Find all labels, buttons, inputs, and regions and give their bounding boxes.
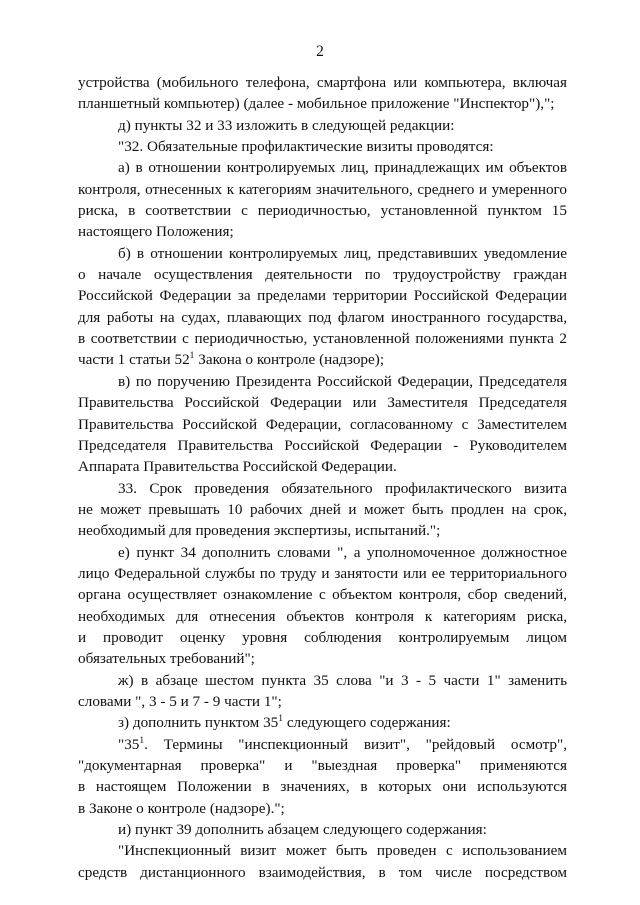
line-text: и) пункт 39 дополнить абзацем следующего содержания:	[118, 821, 487, 839]
line-text: Российской Федерации за пределами территории Российской Федерации	[78, 287, 567, 305]
text-line	[78, 691, 567, 712]
line-text: "32. Обязательные профилактические визиты проводятся:	[118, 138, 494, 156]
line-text: в Законе о контроле (надзоре).";	[78, 799, 285, 817]
line-text: ж) в абзаце шестом пункта 35 слова "и 3 - 5 части 1" заменить	[118, 671, 567, 689]
text-line	[78, 179, 567, 200]
line-text: Аппарата Правительства Российской Федерации.	[78, 458, 397, 476]
text-line	[78, 435, 567, 456]
text-line	[78, 542, 567, 563]
text-line	[78, 819, 567, 840]
line-text: необходимый для проведения экспертизы, испытаний.";	[78, 522, 441, 540]
page-number: 2	[316, 43, 324, 60]
line-text: в соответствии с периодичностью, установленной положениями пункта 2	[78, 330, 567, 348]
line-text: д) пункты 32 и 33 изложить в следующей редакции:	[118, 116, 455, 134]
text-line	[78, 648, 567, 669]
line-text: средств дистанционного взаимодействия, в том числе посредством	[78, 863, 567, 881]
text-line	[78, 414, 567, 435]
text-line	[78, 862, 567, 883]
line-text: и проводит оценку уровня соблюдения контролируемым лицом	[78, 628, 567, 646]
superscript: 1	[189, 351, 195, 362]
document-body	[78, 72, 567, 883]
line-text: о начале осуществления деятельности по трудоустройству граждан	[78, 266, 567, 284]
line-text: части 1 статьи 52	[78, 351, 190, 369]
line-text: риска, в соответствии с периодичностью, установленной пунктом 15	[78, 202, 567, 220]
text-line	[78, 93, 567, 114]
text-line	[78, 136, 567, 157]
line-text: контроля, отнесенных к категориям значительного, среднего и умеренного	[78, 180, 567, 198]
text-line	[78, 755, 567, 776]
line-text: а) в отношении контролируемых лиц, принадлежащих им объектов	[118, 159, 567, 177]
line-text: обязательных требований";	[78, 650, 255, 668]
text-line	[78, 670, 567, 691]
line-text: "Инспекционный визит может быть проведен с использованием	[118, 842, 567, 860]
text-line	[78, 520, 567, 541]
line-text: 33. Срок проведения обязательного профилактического визита	[118, 479, 567, 497]
text-line	[78, 285, 567, 306]
text-line	[78, 478, 567, 499]
text-line	[78, 349, 567, 370]
text-line	[78, 840, 567, 861]
text-line	[78, 798, 567, 819]
text-line	[78, 72, 567, 93]
line-text: в) по поручению Президента Российской Федерации, Председателя	[118, 372, 567, 390]
text-line	[78, 392, 567, 413]
text-line	[78, 221, 567, 242]
text-line	[78, 456, 567, 477]
text-line	[78, 200, 567, 221]
line-text: Правительства Российской Федерации или Заместителя Председателя	[78, 394, 567, 412]
line-text: б) в отношении контролируемых лиц, представивших уведомление	[118, 244, 567, 262]
text-line	[78, 328, 567, 349]
line-text: не может превышать 10 рабочих дней и может быть продлен на срок,	[78, 500, 567, 518]
line-text: "35	[118, 735, 140, 753]
line-text: Председателя Правительства Российской Федерации - Руководителем	[78, 436, 567, 454]
line-text: лицо Федеральной службы по труду и занятости или ее территориального	[78, 564, 567, 582]
text-line	[78, 584, 567, 605]
line-text: для работы на судах, плавающих под флагом иностранного государства,	[78, 308, 567, 326]
text-line	[78, 712, 567, 733]
line-text-continued: Закона о контроле (надзоре);	[194, 351, 385, 369]
text-line	[78, 157, 567, 178]
line-text: словами ", 3 - 5 и 7 - 9 части 1";	[78, 692, 282, 710]
text-line	[78, 243, 567, 264]
line-text: органа осуществляет ознакомление с объектом контроля, сбор сведений,	[78, 586, 567, 604]
text-line	[78, 627, 567, 648]
line-text: в настоящем Положении в значениях, в которых они используются	[78, 778, 567, 796]
line-text: необходимых для отнесения объектов контроля к категориям риска,	[78, 607, 567, 625]
line-text: з) дополнить пунктом 35	[118, 714, 279, 732]
line-text-continued: следующего содержания:	[283, 714, 451, 732]
line-text: е) пункт 34 дополнить словами ", а уполномоченное должностное	[118, 543, 567, 561]
line-text: "документарная проверка" и "выездная проверка" применяются	[78, 757, 567, 774]
line-text: планшетный компьютер) (далее - мобильное приложение "Инспектор"),";	[78, 95, 555, 113]
text-line	[78, 115, 567, 136]
text-line	[78, 264, 567, 285]
superscript: 1	[278, 714, 284, 725]
line-text-continued: . Термины "инспекционный визит", "рейдовый осмотр",	[144, 735, 567, 753]
text-line	[78, 734, 567, 755]
line-text: устройства (мобильного телефона, смартфона или компьютера, включая	[78, 74, 567, 91]
text-line	[78, 563, 567, 584]
line-text: Правительства Российской Федерации, согласованному с Заместителем	[78, 415, 567, 433]
text-line	[78, 499, 567, 520]
line-text: настоящего Положения;	[78, 223, 234, 241]
superscript: 1	[139, 735, 145, 746]
text-line	[78, 606, 567, 627]
text-line	[78, 776, 567, 797]
text-line	[78, 371, 567, 392]
text-line	[78, 307, 567, 328]
